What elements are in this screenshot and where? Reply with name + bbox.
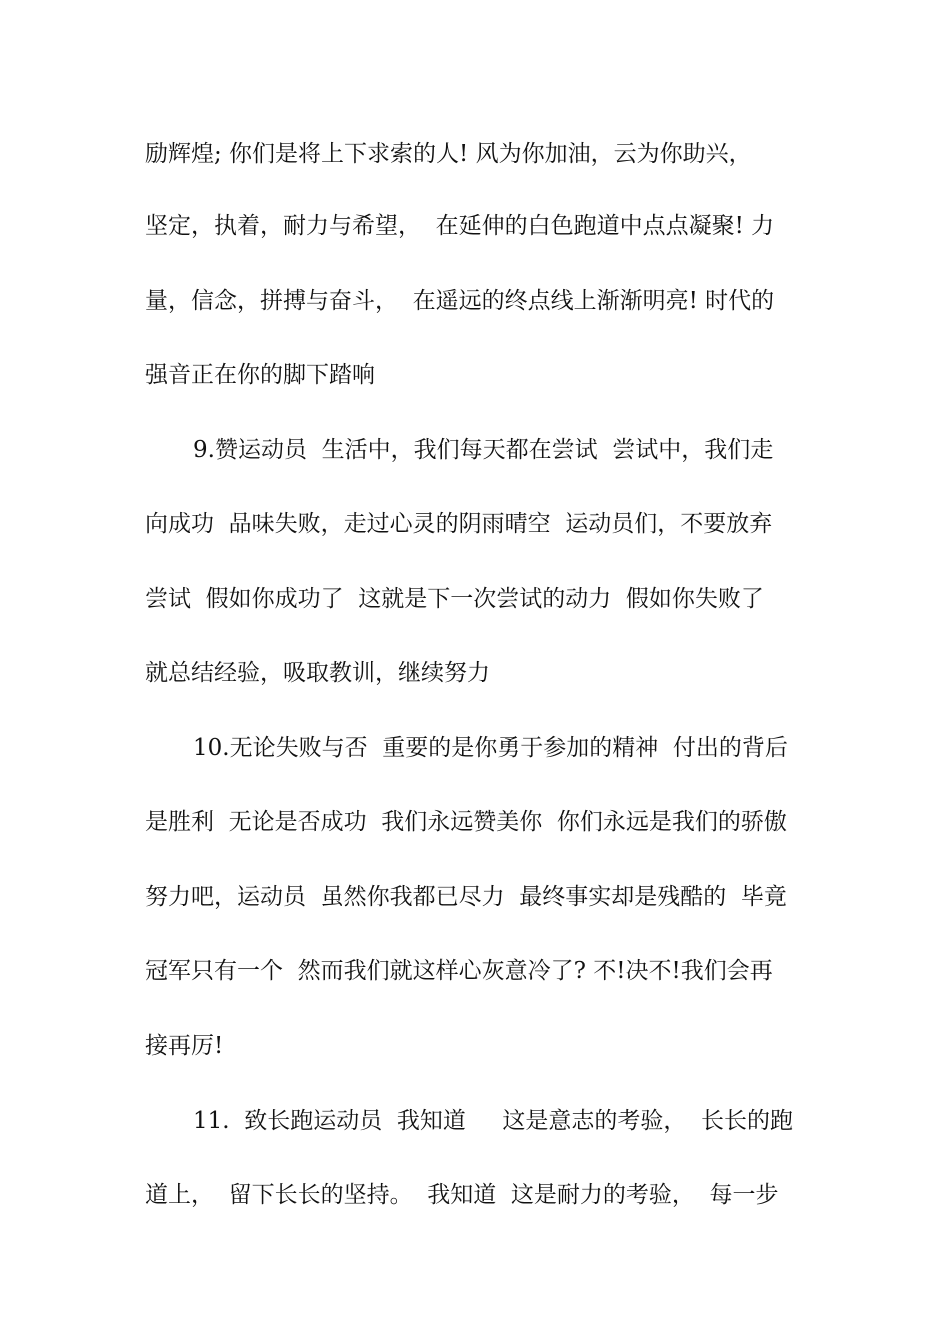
paragraph-line: 11. 致长跑运动员 我知道 这是意志的考验， 长长的跑: [193, 1108, 793, 1134]
paragraph-line: 道上， 留下长长的坚持。 我知道 这是耐力的考验， 每一步: [145, 1182, 779, 1208]
paragraph-line: 就总结经验，吸取教训，继续努力: [145, 660, 490, 686]
paragraph-line: 冠军只有一个 然而我们就这样心灰意冷了? 不!决不!我们会再: [145, 958, 773, 984]
paragraph-line: 坚定，执着，耐力与希望， 在延伸的白色跑道中点点凝聚! 力: [145, 213, 775, 239]
paragraph-line: 强音正在你的脚下踏响: [145, 362, 375, 388]
paragraph-line: 尝试 假如你成功了 这就是下一次尝试的动力 假如你失败了: [145, 586, 764, 612]
paragraph-line: 努力吧，运动员 虽然你我都已尽力 最终事实却是残酷的 毕竟: [145, 884, 787, 910]
paragraph-line: 是胜利 无论是否成功 我们永远赞美你 你们永远是我们的骄傲: [145, 809, 787, 835]
paragraph-line: 励辉煌; 你们是将上下求索的人! 风为你加油，云为你助兴，: [145, 141, 752, 167]
paragraph-line: 10.无论失败与否 重要的是你勇于参加的精神 付出的背后: [193, 735, 788, 761]
paragraph-line: 向成功 品味失败，走过心灵的阴雨晴空 运动员们，不要放弃: [145, 511, 773, 537]
paragraph-line: 9.赞运动员 生活中，我们每天都在尝试 尝试中，我们走: [193, 437, 774, 463]
paragraph-line: 量，信念，拼搏与奋斗， 在遥远的终点线上渐渐明亮! 时代的: [145, 288, 775, 314]
paragraph-line: 接再厉!: [145, 1033, 224, 1059]
